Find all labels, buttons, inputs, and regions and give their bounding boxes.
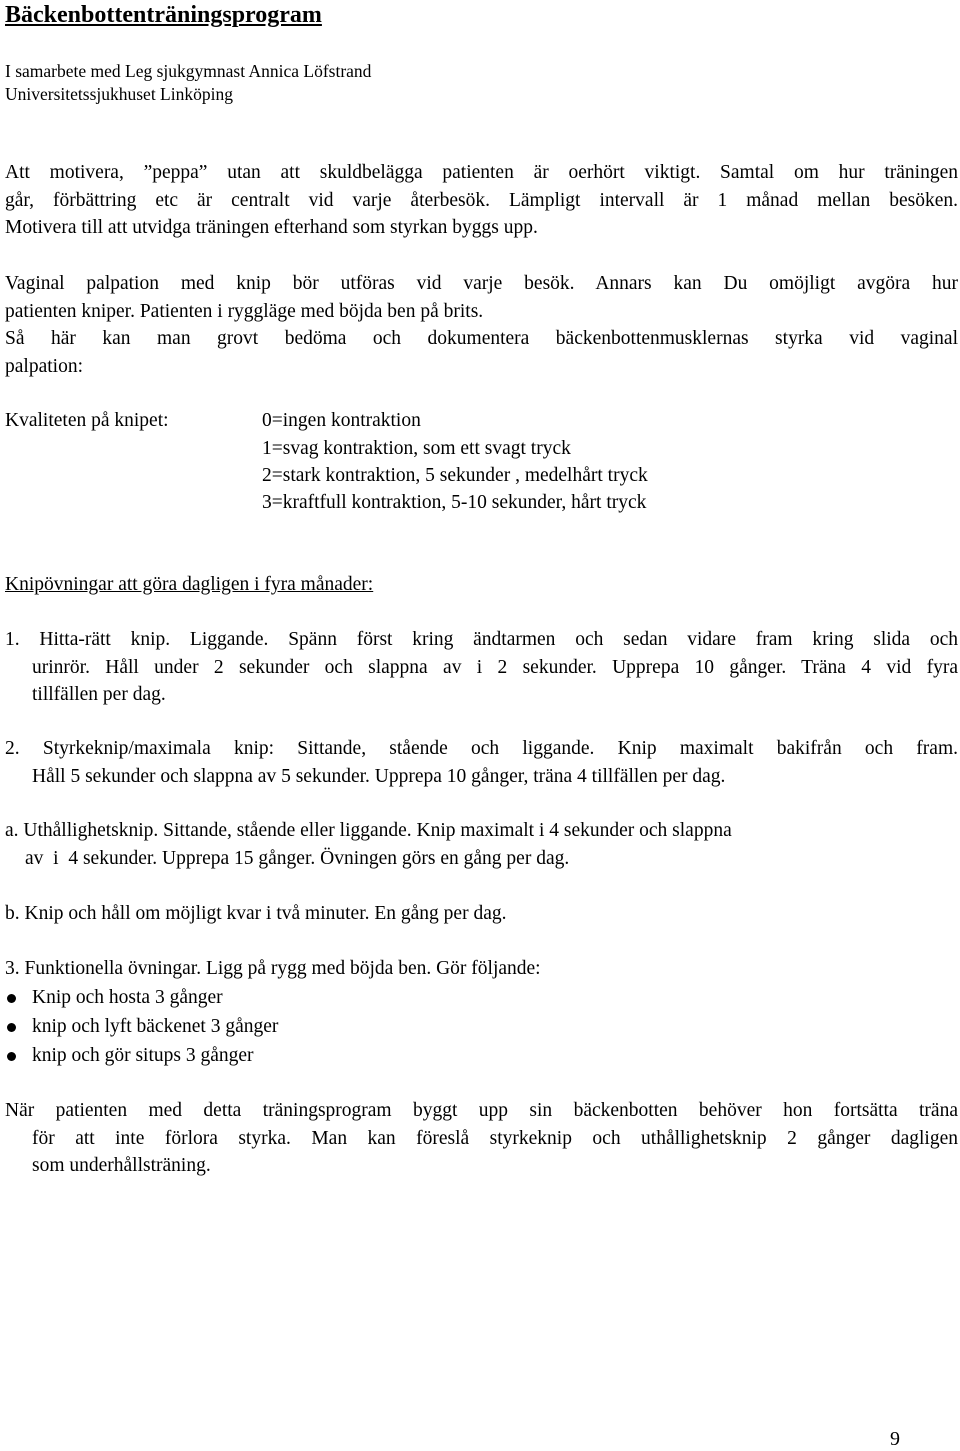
- quality-label: Kvaliteten på knipet:: [5, 410, 169, 431]
- paragraph-line: När patienten med detta träningsprogram byggt upp sin bäckenbotten behöver hon fortsätta träna: [5, 1100, 958, 1121]
- exercise-line: a. Uthållighetsknip. Sittande, stående eller liggande. Knip maximalt i 4 sekunder och slappna: [5, 820, 732, 841]
- exercise-line: b. Knip och håll om möjligt kvar i två minuter. En gång per dag.: [5, 903, 507, 924]
- exercise-1: [5, 626, 958, 709]
- exercise-2: [5, 735, 958, 790]
- paragraph-line: patienten kniper. Patienten i ryggläge med böjda ben på brits.: [5, 300, 484, 322]
- bullet-text: knip och gör situps 3 gånger: [32, 1045, 254, 1066]
- paragraph-line: Att motivera, ”peppa” utan att skuldbelägga patienten är oerhört viktigt. Samtal om hur träningen: [5, 162, 958, 183]
- paragraph-line: som underhållsträning.: [32, 1155, 211, 1176]
- bullet-text: Knip och hosta 3 gånger: [32, 987, 223, 1008]
- grade-item: 1=svag kontraktion, som ett svagt tryck: [262, 438, 571, 459]
- exercise-3: [5, 955, 958, 983]
- paragraph-line: Vaginal palpation med knip bör utföras vid varje besök. Annars kan Du omöjligt avgöra hur: [5, 273, 958, 294]
- bullet-dot-icon: [7, 1052, 16, 1061]
- paragraph-line: Motivera till att utvidga träningen efterhand som styrkan byggs upp.: [5, 217, 538, 238]
- paragraph-line: Så här kan man grovt bedöma och dokumentera bäckenbottenmusklernas styrka vid vaginal: [5, 328, 958, 349]
- page-number: 9: [890, 1428, 900, 1450]
- exercise-a: [5, 817, 895, 872]
- exercise-line: 2. Styrkeknip/maximala knip: Sittande, stående och liggande. Knip maximalt bakifrån och fram.: [5, 738, 958, 759]
- paragraph-line: för att inte förlora styrka. Man kan föreslå styrkeknip och uthållighetsknip 2 gånger dagligen: [32, 1127, 958, 1149]
- exercise-line: av i 4 sekunder. Upprepa 15 gånger. Övningen görs en gång per dag.: [25, 847, 570, 869]
- exercise-line: 1. Hitta-rätt knip. Liggande. Spänn först kring ändtarmen och sedan vidare fram kring slida och: [5, 629, 958, 650]
- exercise-line: 3. Funktionella övningar. Ligg på rygg med böjda ben. Gör följande:: [5, 958, 541, 979]
- bullet-dot-icon: [7, 994, 16, 1003]
- paragraph-line: palpation:: [5, 355, 83, 377]
- collaboration-line: I samarbete med Leg sjukgymnast Annica Löfstrand: [5, 61, 372, 81]
- exercise-b: [5, 900, 958, 928]
- grade-item: 0=ingen kontraktion: [262, 410, 421, 431]
- grade-item: 3=kraftfull kontraktion, 5-10 sekunder, hårt tryck: [262, 492, 647, 513]
- palpation-paragraph: [5, 270, 958, 380]
- document-title: Bäckenbottenträningsprogram: [5, 2, 322, 28]
- bullet-text: knip och lyft bäckenet 3 gånger: [32, 1016, 279, 1037]
- closing-paragraph: [5, 1097, 958, 1180]
- exercise-line: Håll 5 sekunder och slappna av 5 sekunder. Upprepa 10 gånger, träna 4 tillfällen per dag.: [32, 765, 726, 787]
- exercise-line: tillfällen per dag.: [32, 684, 166, 705]
- bullet-dot-icon: [7, 1023, 16, 1032]
- exercise-line: urinrör. Håll under 2 sekunder och slappna av i 2 sekunder. Upprepa 10 gånger. Träna 4 vid fyra: [32, 656, 958, 678]
- intro-paragraph: [5, 159, 958, 242]
- hospital-line: Universitetssjukhuset Linköping: [5, 84, 233, 104]
- grade-item: 2=stark kontraktion, 5 sekunder , medelhårt tryck: [262, 465, 648, 486]
- paragraph-line: går, förbättring etc är centralt vid varje återbesök. Lämpligt intervall är 1 månad mellan besöken.: [5, 189, 958, 211]
- exercises-heading: Knipövningar att göra dagligen i fyra månader:: [5, 574, 374, 595]
